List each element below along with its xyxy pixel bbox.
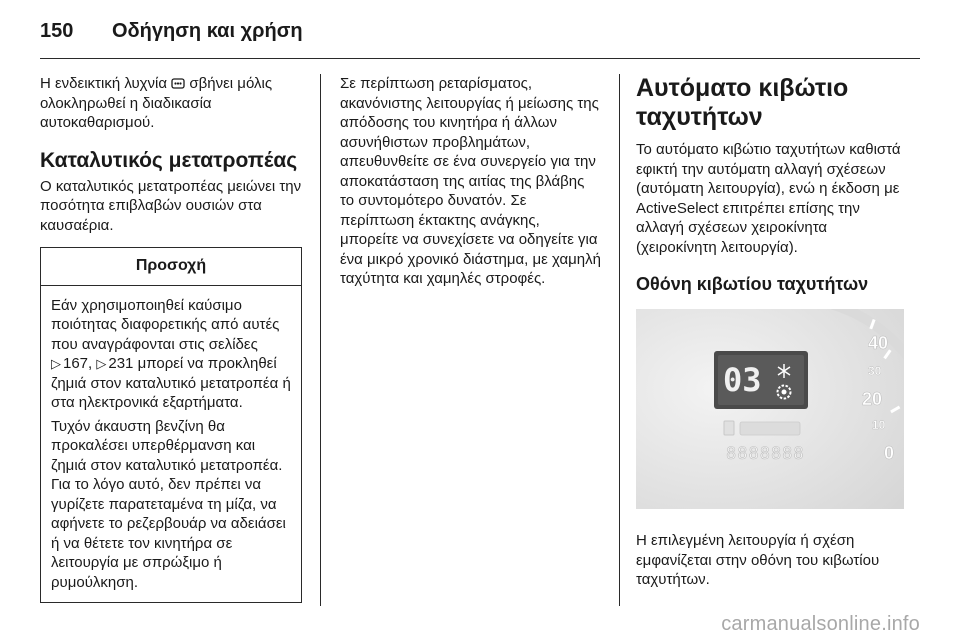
page-reference-link[interactable]: 231: [108, 355, 134, 372]
section-heading: Αυτόματο κιβώτιο ταχυτήτων: [636, 74, 849, 131]
column-divider: [619, 74, 620, 606]
page-number: 150: [40, 19, 74, 42]
gauge-tick-label: 40: [868, 333, 889, 353]
gauge-tick-label: 0: [884, 443, 895, 463]
chapter-title: Οδήγηση και χρήση: [112, 19, 303, 42]
odometer-readout: 8888888: [726, 444, 805, 464]
page-reference-icon: ▷: [51, 356, 61, 371]
caution-title: Προσοχή: [41, 248, 301, 286]
indicator-paragraph: Η ενδεικτική λυχνία σβήνει μόλις ολοκληρωθεί η διαδικασία αυτοκαθαρισμού.: [40, 75, 273, 131]
caution-paragraph: Τυχόν άκαυστη βενζίνη θα προκαλέσει υπερθέρμανση και ζημιά στον καταλυτικό μετατροπέα. Για το λόγο αυτό, δεν πρέπει να γυρίζετε παρατεταμένα τη μίζα, να αφήνετε το ρεζερβουάρ να αδειάσει ή να θέτετε τον κινητήρα σε λειτουργία με σπρώξιμο ή ρυμούλκηση.: [51, 417, 286, 591]
header-divider: [40, 58, 920, 59]
instrument-cluster-graphic: [636, 309, 904, 509]
illustration-caption: Η επιλεγμένη λειτουργία ή σχέση εμφανίζεται στην οθόνη του κιβωτίου ταχυτήτων.: [636, 532, 880, 588]
caution-paragraph: Εάν χρησιμοποιηθεί καύσιμο ποιότητας διαφορετικής από αυτές που αναγράφονται στις σελίδες ▷ 167, ▷ 231 μπορεί να προκληθεί ζημιά στον καταλυτικό μετατροπέα ή στα ηλεκτρονικά εξαρτήματα.: [51, 296, 291, 411]
gauge-tick-label: 10: [872, 418, 886, 432]
body-paragraph: Σε περίπτωση ρεταρίσματος, ακανόνιστης λειτουργίας ή μείωσης της απόδοσης του κινητήρα ή άλλων ασυνήθιστων προβλημάτων, απευθυνθείτε σε ένα συνεργείο για την αποκατάσταση της αιτίας της βλάβης το συντομότερο δυνατόν. Σε περίπτωση έκτακτης ανάγκης, μπορείτε να συνεχίσετε να οδηγείτε για ένα μικρό χρονικό διάστημα, με χαμηλή ταχύτητα και χαμηλές στροφές.: [340, 75, 601, 287]
caution-body: [41, 286, 301, 603]
section-heading: Καταλυτικός μετατροπέας: [40, 148, 298, 172]
watermark: carmanualsonline.info: [721, 613, 920, 635]
gearbox-display-illustration: [636, 309, 904, 509]
page-reference-icon: ▷: [96, 356, 107, 371]
particulate-filter-icon: [171, 77, 185, 90]
subsection-heading: Οθόνη κιβωτίου ταχυτήτων: [636, 274, 869, 294]
page-reference-link[interactable]: 167: [63, 355, 89, 372]
fuel-pump-icon: [724, 421, 734, 435]
gauge-tick-label: 20: [862, 389, 883, 409]
caution-box: [40, 247, 302, 603]
section-body: Ο καταλυτικός μετατροπέας μειώνει την ποσότητα επιβλαβών ουσιών στα καυσαέρια.: [40, 177, 302, 234]
gauge-tick-label: 30: [868, 364, 882, 378]
section-intro: Το αυτόματο κιβώτιο ταχυτήτων καθιστά εφικτή την αυτόματη αλλαγή σχέσεων (αυτόματη λειτουργία), ενώ η έκδοση με ActiveSelect επιτρέπει επίσης την αλλαγή σχέσεων χειροκίνητα (χειροκίνητη λειτουργία).: [636, 141, 901, 256]
column-divider: [320, 74, 321, 606]
column-3: [636, 74, 904, 590]
column-1: [40, 74, 302, 603]
gear-indicator: 03: [723, 361, 762, 399]
page-header: [40, 14, 303, 48]
column-2: [340, 74, 602, 289]
